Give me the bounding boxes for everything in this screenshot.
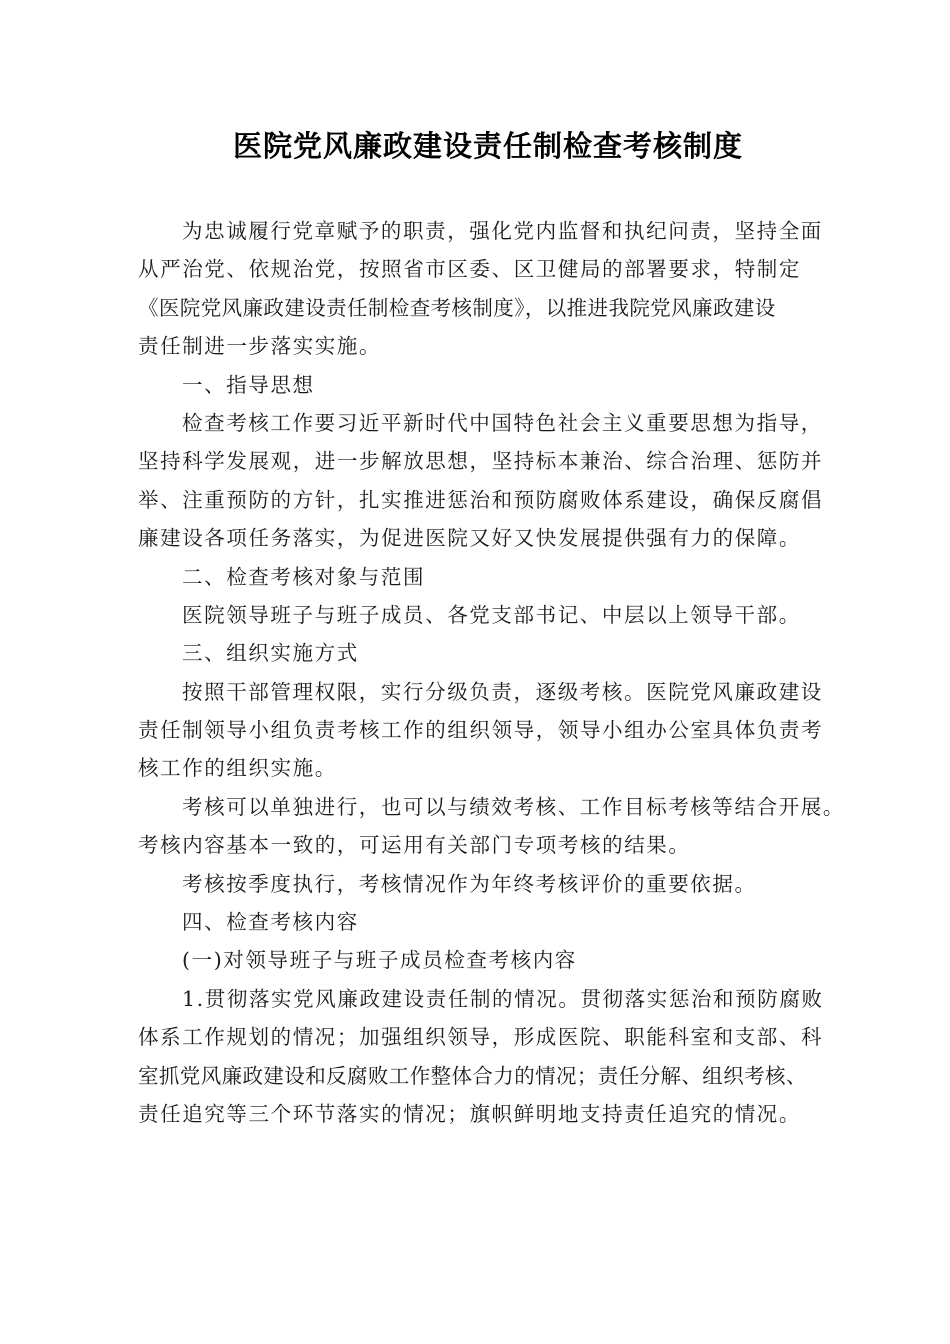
document-title: 医院党风廉政建设责任制检查考核制度 xyxy=(232,129,743,163)
paragraph-line: 考核内容基本一致的，可运用有关部门专项考核的结果。 xyxy=(138,833,691,858)
section-heading: 四、检查考核内容 xyxy=(182,910,359,935)
paragraph-line: 坚持科学发展观，进一步解放思想，坚持标本兼治、综合治理、惩防并 xyxy=(138,449,824,474)
paragraph-line: 室抓党风廉政建设和反腐败工作整体合力的情况；责任分解、组织考核、 xyxy=(138,1063,807,1088)
paragraph-line: 责任制领导小组负责考核工作的组织领导，领导小组办公室具体负责考 xyxy=(138,718,824,743)
paragraph-line: 1.贯彻落实党风廉政建设责任制的情况。贯彻落实惩治和预防腐败 xyxy=(182,986,824,1011)
document-body xyxy=(138,212,862,1133)
paragraph-line: 考核可以单独进行，也可以与绩效考核、工作目标考核等结合开展。 xyxy=(182,794,845,819)
paragraph-line: 从严治党、依规治党，按照省市区委、区卫健局的部署要求，特制定 xyxy=(138,257,801,282)
section-heading: 二、检查考核对象与范围 xyxy=(182,564,426,589)
paragraph-line: 《医院党风廉政建设责任制检查考核制度》，以推进我院党风廉政建设 xyxy=(138,295,776,320)
paragraph-line: 考核按季度执行，考核情况作为年终考核评价的重要依据。 xyxy=(182,871,757,896)
paragraph-line: 医院领导班子与班子成员、各党支部书记、中层以上领导干部。 xyxy=(182,602,801,627)
subsection-heading: (一)对领导班子与班子成员检查考核内容 xyxy=(182,948,577,973)
paragraph-line: 举、注重预防的方针，扎实推进惩治和预防腐败体系建设，确保反腐倡 xyxy=(138,487,824,512)
paragraph-line: 按照干部管理权限，实行分级负责，逐级考核。医院党风廉政建设 xyxy=(182,679,823,704)
paragraph-line: 为忠诚履行党章赋予的职责，强化党内监督和执纪问责，坚持全面 xyxy=(182,219,823,243)
paragraph-line: 责任追究等三个环节落实的情况；旗帜鲜明地支持责任追究的情况。 xyxy=(138,1101,801,1126)
section-heading: 一、指导思想 xyxy=(182,372,315,397)
paragraph-line: 责任制进一步落实实施。 xyxy=(138,334,382,359)
paragraph-line: 体系工作规划的情况；加强组织领导，形成医院、职能科室和支部、科 xyxy=(138,1025,824,1050)
section-heading: 三、组织实施方式 xyxy=(182,641,359,666)
paragraph-line: 检查考核工作要习近平新时代中国特色社会主义重要思想为指导， xyxy=(182,410,823,435)
paragraph-line: 核工作的组织实施。 xyxy=(138,756,337,781)
paragraph-line: 廉建设各项任务落实，为促进医院又好又快发展提供强有力的保障。 xyxy=(138,526,801,551)
